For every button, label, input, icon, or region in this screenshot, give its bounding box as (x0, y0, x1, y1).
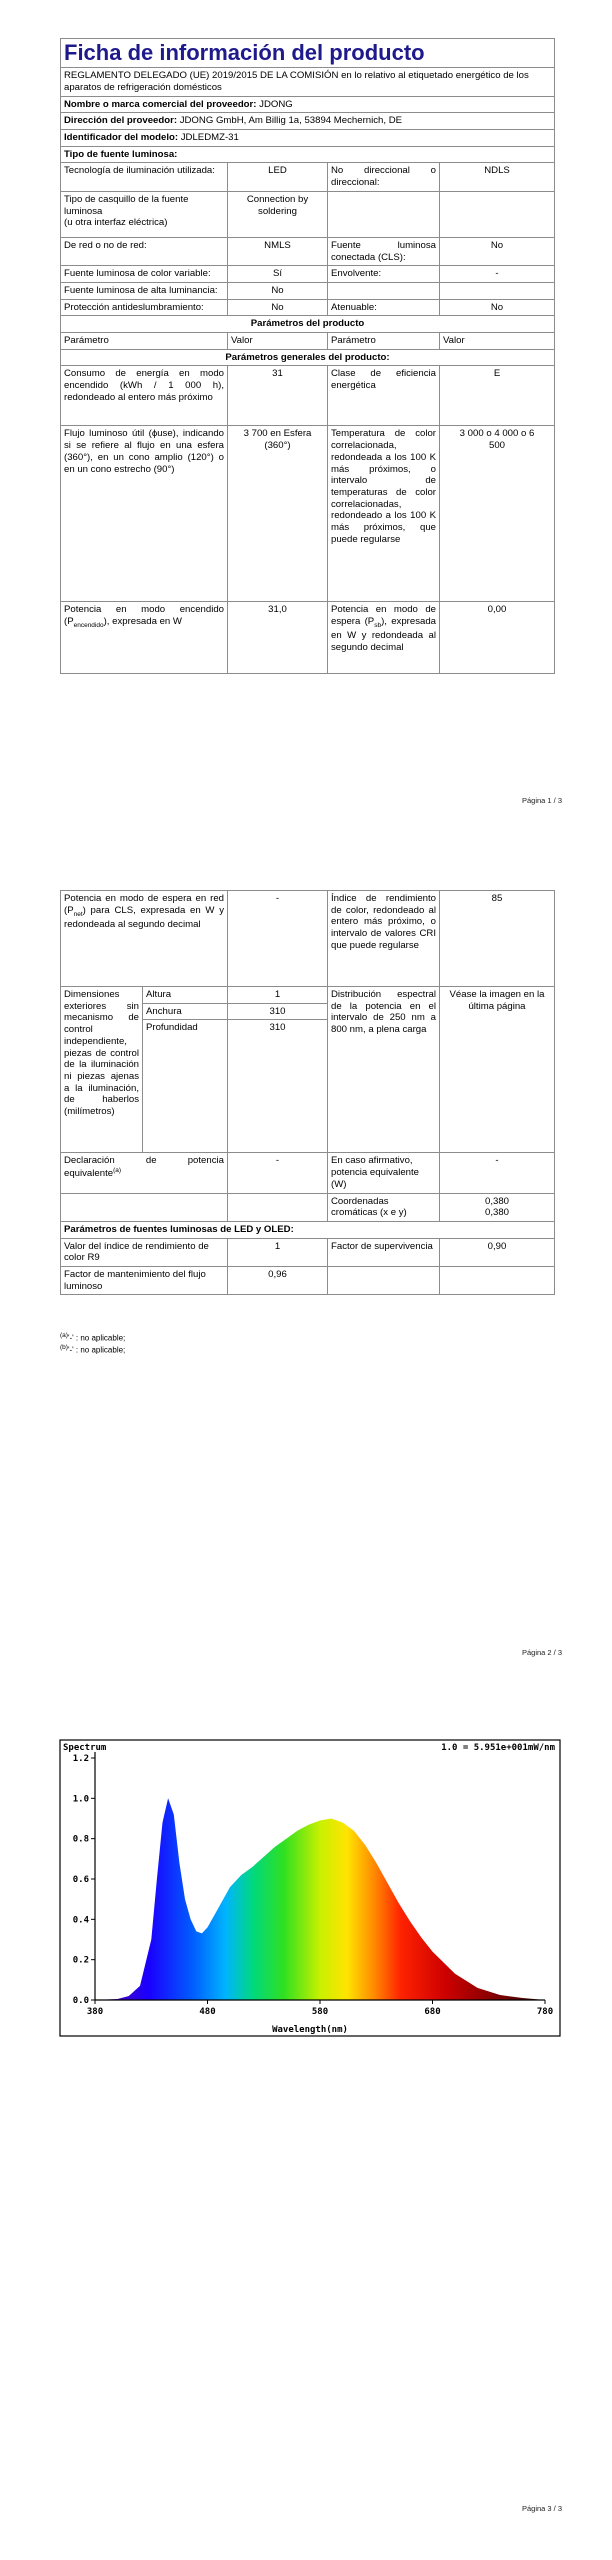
flux-label: Flujo luminoso útil (ϕuse), indicando si se refiere al flujo en una esfera (360°), en un cono amplio (120°) o en un cono estrecho (90°) (61, 426, 228, 602)
chart-title: Spectrum (63, 1743, 107, 1753)
envelope-label: Envolvente: (328, 266, 440, 283)
product-info-table (60, 38, 555, 674)
model-identifier: JDLEDMZ-31 (180, 132, 239, 143)
mains-label: De red o no de red: (61, 237, 228, 265)
survival-value: 0,90 (440, 1238, 555, 1266)
y-tick-label: 0.6 (72, 1875, 89, 1885)
chart-annotation: 1.0 = 5.951e+001mW/nm (441, 1743, 555, 1753)
supplier-name: JDONG (259, 98, 293, 110)
cap-type-label: Tipo de casquillo de la fuente luminosa (64, 193, 189, 217)
cap-type-label-cell (61, 191, 228, 237)
page-number-2: Página 2 / 3 (521, 1648, 562, 1657)
height-label: Altura (143, 987, 228, 1004)
page-number-1: Página 1 / 3 (521, 796, 562, 805)
y-tick-label: 1.2 (72, 1754, 89, 1764)
footnote-a-text: '-' : no aplicable; (67, 1333, 126, 1343)
width-label: Anchura (143, 1003, 228, 1020)
net-standby-label-b: ) para CLS, expresada en W y redondeada al segundo decimal (64, 904, 224, 930)
equiv-sup: (a) (113, 1167, 122, 1175)
supplier-name-label: Nombre o marca comercial del proveedor: (64, 98, 257, 110)
empty-cell (61, 1193, 228, 1221)
cap-type-sub: (u otra interfaz eléctrica) (64, 217, 168, 229)
cct-label: Temperatura de color correlacionada, redondeada a los 100 K más próximos, o intervalo de temperaturas de color correlacionadas, redondeado a los 100 K más próximos, que puede regularse (328, 426, 440, 602)
x-tick-label: 580 (311, 2007, 329, 2017)
on-mode-value: 31 (228, 366, 328, 426)
color-variable-value: Sí (228, 266, 328, 283)
chroma-y: 0,380 (484, 1207, 509, 1219)
depth-label: Profundidad (143, 1020, 228, 1153)
cct-value: 3 000 o 4 000 o 6 500 (440, 426, 555, 602)
standby-value: 0,00 (440, 602, 555, 674)
page-1 (0, 0, 612, 850)
chroma-x: 0,380 (484, 1195, 509, 1207)
y-tick-label: 0.8 (72, 1834, 89, 1845)
cls-value: No (440, 237, 555, 265)
equiv-value: - (228, 1153, 328, 1193)
non-directional-value: NDLS (440, 163, 555, 191)
power-on-sub: encendido (73, 622, 104, 630)
spectral-value: Véase la imagen en la última página (440, 987, 555, 1153)
model-label: Identificador del modelo: (64, 132, 179, 143)
chroma-values (440, 1193, 555, 1221)
net-standby-label-a: Potencia en modo de espera en red (P (64, 893, 224, 916)
empty-cell (328, 191, 440, 237)
col-param-header-2: Parámetro (328, 333, 440, 350)
supplier-name-row (61, 96, 555, 113)
r9-value: 1 (228, 1238, 328, 1266)
x-tick-label: 480 (199, 2007, 216, 2017)
power-on-label-a: Potencia en modo encendido (P (64, 604, 224, 628)
standby-label-a: Potencia en modo de espera (P (331, 604, 436, 628)
equiv-label (61, 1153, 228, 1193)
source-type-header: Tipo de fuente luminosa: (61, 146, 555, 163)
x-tick-label: 680 (424, 2007, 441, 2017)
footnote-a-mark: (a) (60, 1332, 68, 1339)
spectral-label: Distribución espectral de la potencia en el intervalo de 250 nm a 800 nm, a plena carga (328, 987, 440, 1153)
flux-value: 3 700 en Esfera (360°) (228, 426, 328, 602)
power-on-value: 31,0 (228, 602, 328, 674)
supplier-address-label: Dirección del proveedor: (64, 115, 178, 127)
supplier-address: JDONG GmbH, Am Billig 1a, 53894 Mechernich, DE (179, 115, 403, 127)
equiv-w-value: - (440, 1153, 555, 1193)
y-tick-label: 1.0 (72, 1794, 89, 1805)
empty-cell (440, 191, 555, 237)
high-luminance-value: No (228, 282, 328, 299)
standby-label-b: ), expresada en W y redondeada al segundo decimal (331, 616, 437, 653)
footnote-a (60, 1332, 125, 1344)
energy-class-value: E (440, 366, 555, 426)
page-3 (0, 1700, 612, 2560)
energy-class-label: Clase de eficiencia energética (328, 366, 440, 426)
footnote-b-text: '-' : no aplicable; (67, 1346, 126, 1356)
non-directional-label: No direccional o direccional: (328, 163, 440, 191)
empty-cell (440, 282, 555, 299)
empty-cell (228, 1193, 328, 1221)
high-luminance-label: Fuente luminosa de alta luminancia: (61, 282, 228, 299)
net-standby-value: - (228, 891, 328, 987)
page-title: Ficha de información del producto (61, 39, 555, 68)
x-tick-label: 380 (86, 2007, 104, 2017)
mains-value: NMLS (228, 237, 328, 265)
col-value-header-2: Valor (440, 333, 555, 350)
supplier-address-row (61, 113, 555, 130)
standby-sub: sb (374, 622, 382, 630)
antiglare-label: Protección antideslumbramiento: (61, 299, 228, 316)
empty-cell (440, 1267, 555, 1295)
dimensions-label: Dimensiones exteriores sin mecanismo de control independiente, piezas de control de la iluminación ni piezas ajenas a la iluminación, de haberlos (milímetros) (61, 987, 143, 1153)
equiv-w-label: En caso afirmativo, potencia equivalente (W) (328, 1153, 440, 1193)
dimmable-value: No (440, 299, 555, 316)
col-value-header: Valor (228, 333, 328, 350)
y-tick-label: 0.0 (72, 1996, 89, 2006)
chroma-label: Coordenadas cromáticas (x e y) (328, 1193, 440, 1221)
power-on-label (61, 602, 228, 674)
page-2 (0, 850, 612, 1700)
power-on-label-b: ), expresada en W (103, 616, 182, 628)
x-tick-label: 780 (536, 2007, 554, 2017)
regulation-text: REGLAMENTO DELEGADO (UE) 2019/2015 DE LA COMISIÓN en lo relativo al etiquetado energético de los aparatos de refrigeración domésticos (61, 68, 555, 96)
model-row (61, 130, 555, 147)
net-standby-sub: net (73, 910, 83, 918)
on-mode-label: Consumo de energía en modo encendido (kWh / 1 000 h), redondeado al entero más próximo (61, 366, 228, 426)
spectrum-chart (55, 1738, 565, 2038)
empty-cell (328, 282, 440, 299)
product-info-table-continued (60, 890, 555, 1295)
standby-label (328, 602, 440, 674)
width-value: 310 (228, 1003, 328, 1020)
depth-value: 310 (228, 1020, 328, 1153)
color-variable-label: Fuente luminosa de color variable: (61, 266, 228, 283)
x-axis-label: Wavelength(nm) (272, 2025, 348, 2035)
dimmable-label: Atenuable: (328, 299, 440, 316)
footnotes (60, 1332, 125, 1357)
y-tick-label: 0.4 (72, 1915, 89, 1926)
r9-label: Valor del índice de rendimiento de color R9 (61, 1238, 228, 1266)
lighting-tech-label: Tecnología de iluminación utilizada: (61, 163, 228, 191)
product-params-header: Parámetros del producto (61, 316, 555, 333)
equiv-label-text: Declaración de potencia equivalente (64, 1155, 224, 1180)
envelope-value: - (440, 266, 555, 283)
survival-label: Factor de supervivencia (328, 1238, 440, 1266)
antiglare-value: No (228, 299, 328, 316)
cap-type-value: Connection by soldering (228, 191, 328, 237)
net-standby-label (61, 891, 228, 987)
lumen-maint-label: Factor de mantenimiento del flujo luminoso (61, 1267, 228, 1295)
empty-cell (328, 1267, 440, 1295)
lumen-maint-value: 0,96 (228, 1267, 328, 1295)
general-params-header: Parámetros generales del producto: (61, 349, 555, 366)
cls-label: Fuente luminosa conectada (CLS): (328, 237, 440, 265)
col-param-header: Parámetro (61, 333, 228, 350)
cri-value: 85 (440, 891, 555, 987)
height-value: 1 (228, 987, 328, 1004)
lighting-tech-value: LED (228, 163, 328, 191)
footnote-b (60, 1344, 125, 1356)
y-tick-label: 0.2 (72, 1955, 89, 1966)
footnote-b-mark: (b) (60, 1344, 68, 1352)
cri-label: Índice de rendimiento de color, redondeado al entero más próximo, o intervalo de valores CRI que puede regularse (328, 891, 440, 987)
led-params-header: Parámetros de fuentes luminosas de LED y OLED: (61, 1221, 555, 1238)
page-number-3: Página 3 / 3 (521, 2504, 562, 2513)
